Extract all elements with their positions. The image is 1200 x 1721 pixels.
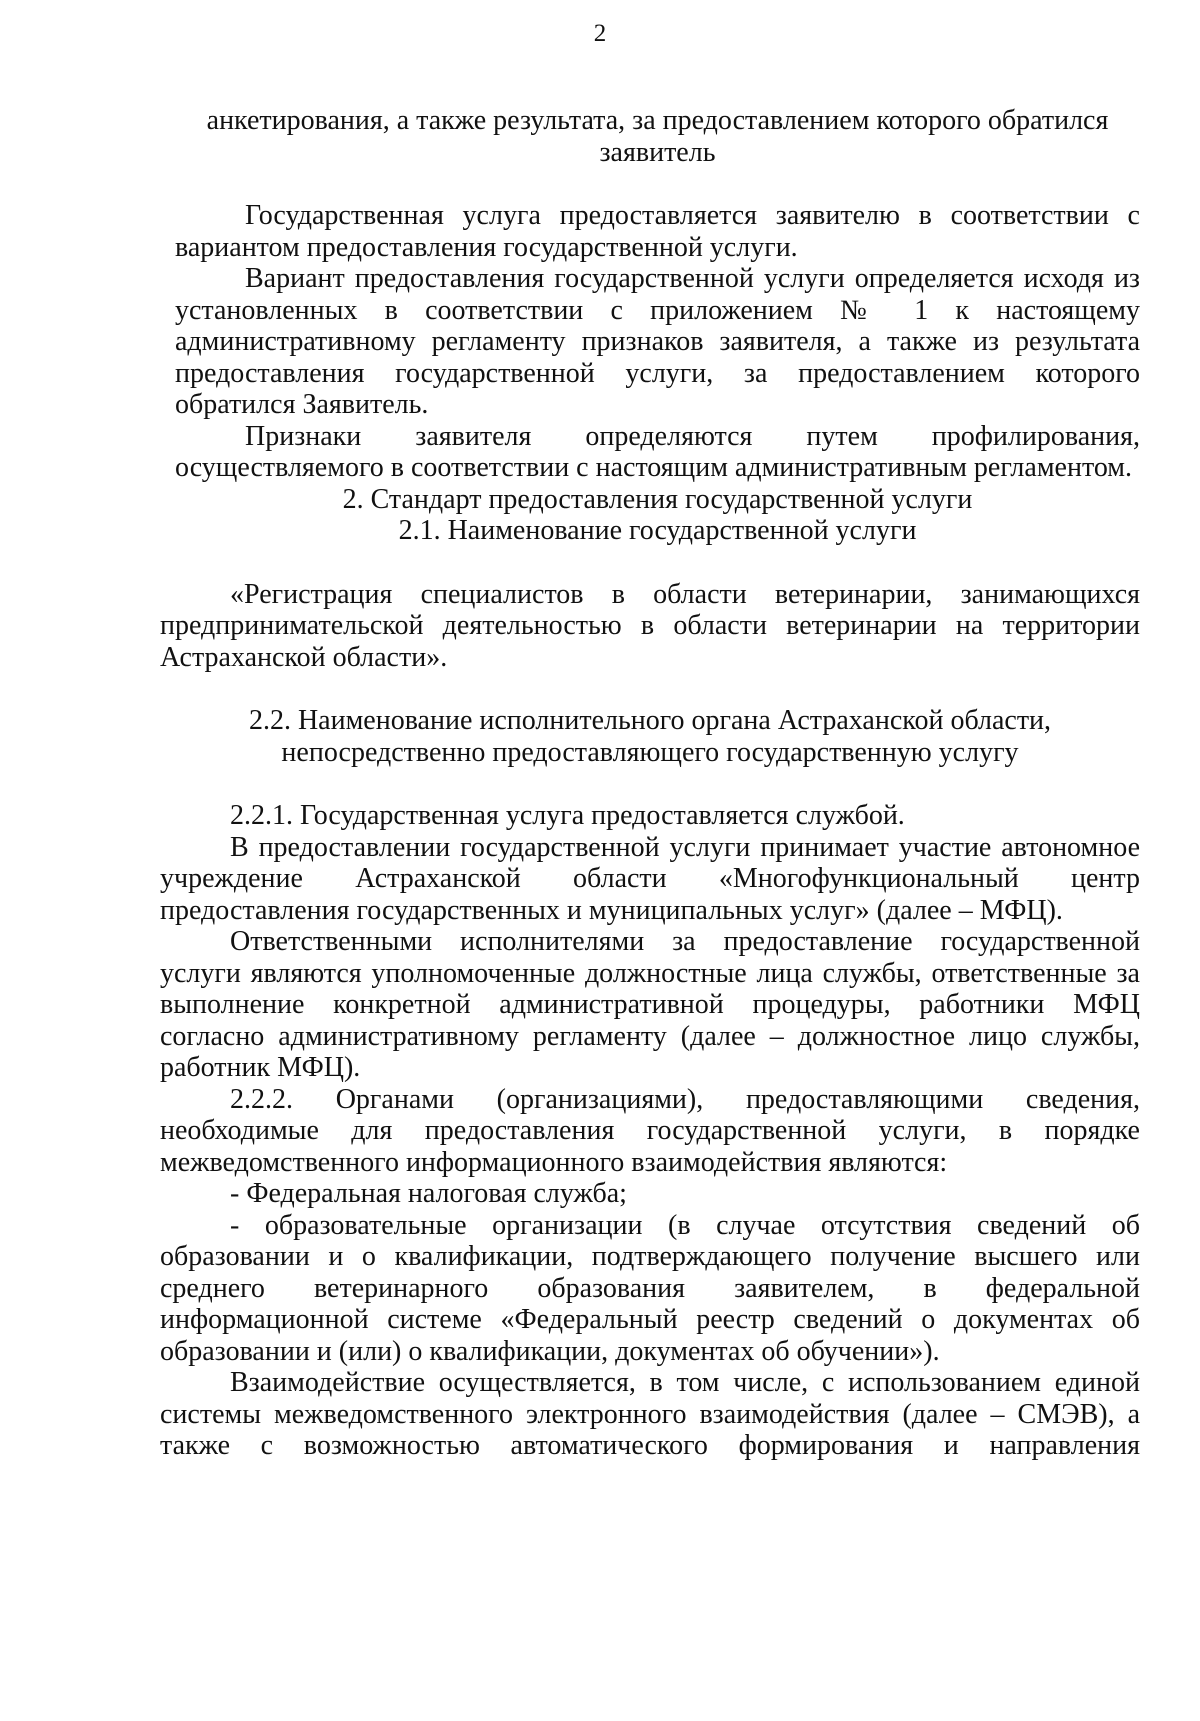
section-2-1-title: 2.1. Наименование государственной услуги: [398, 515, 917, 546]
intro-paragraph: Вариант предоставления государственной услуги определяется исходя из установленных в соответствии с приложением № 1 к настоящему административному регламенту признаков заявителя, а также из результата предоставления государственной услуги, за предоставлением которого обратился Заявитель.: [175, 263, 1140, 420]
section-2-title: 2. Стандарт предоставления государственной услуги: [342, 483, 973, 515]
intro-section: [175, 200, 1140, 484]
intro-heading: анкетирования, а также результата, за предоставлением которого обратился заявитель: [206, 105, 1109, 168]
intro-paragraph: Государственная услуга предоставляется заявителю в соответствии с вариантом предоставления государственной услуги.: [175, 200, 1140, 263]
section-2-2-title-line1: 2.2. Наименование исполнительного органа Астраханской области,: [248, 705, 1052, 736]
body-paragraph: Взаимодействие осуществляется, в том числе, с использованием единой системы межведомственного электронного взаимодействия (далее – СМЭВ), а также с возможностью автоматического формирования и направления: [160, 1367, 1140, 1461]
document-content: [160, 105, 1140, 1462]
list-item: - Федеральная налоговая служба;: [230, 1178, 627, 1209]
body-paragraph: Ответственными исполнителями за предоставление государственной услуги являются уполномоченные должностные лица службы, ответственные за выполнение конкретной административной процедуры, работники МФЦ согласно административному регламенту (далее – должностное лицо службы, работник МФЦ).: [160, 926, 1140, 1083]
body-paragraph: 2.2.2. Органами (организациями), предоставляющими сведения, необходимые для предоставления государственной услуги, в порядке межведомственного информационного взаимодействия являются:: [160, 1083, 1140, 1178]
section-2-1-text: «Регистрация специалистов в области ветеринарии, занимающихся предпринимательской деятельностью в области ветеринарии на территории Астраханской области».: [160, 578, 1140, 673]
list-item: - образовательные организации (в случае отсутствия сведений об образовании и о квалификации, подтверждающего получение высшего или среднего ветеринарного образования заявителем, в федеральной информационной системе «Федеральный реестр сведений о документах об образовании и (или) о квалификации, документах об обучении»).: [160, 1209, 1140, 1367]
section-2-2-body: [160, 800, 1140, 1462]
page-number: 2: [593, 20, 607, 47]
body-paragraph: В предоставлении государственной услуги принимает участие автономное учреждение Астраханской области «Многофункциональный центр предоставления государственных и муниципальных услуг» (далее – МФЦ).: [160, 831, 1140, 926]
body-paragraph: 2.2.1. Государственная услуга предоставляется службой.: [230, 800, 905, 831]
intro-paragraph: Признаки заявителя определяются путем профилирования, осуществляемого в соответствии с настоящим административным регламентом.: [175, 420, 1140, 483]
section-2-2-title: [160, 705, 1140, 768]
section-2-2-title-line2: непосредственно предоставляющего государственную услугу: [281, 736, 1019, 768]
